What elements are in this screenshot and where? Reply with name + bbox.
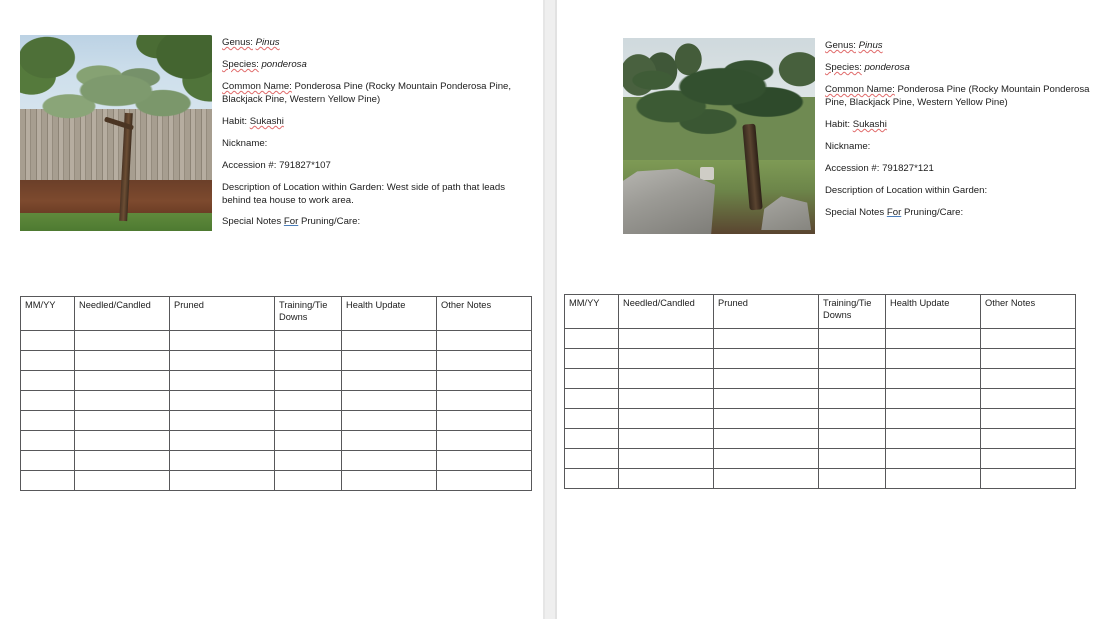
species-label: Species: — [825, 61, 862, 73]
cell-pruned[interactable] — [170, 391, 275, 411]
genus-line — [825, 40, 1093, 53]
cell-mmyy[interactable] — [21, 431, 75, 451]
cell-training[interactable] — [275, 431, 342, 451]
column-header-other[interactable]: Other Notes — [981, 295, 1076, 329]
cell-training[interactable] — [819, 329, 886, 349]
location-value: West side of path that leads behind tea house to work area. — [222, 181, 506, 206]
column-header-mmyy[interactable]: MM/YY — [565, 295, 619, 329]
cell-pruned[interactable] — [170, 351, 275, 371]
cell-pruned[interactable] — [170, 431, 275, 451]
cell-pruned[interactable] — [714, 449, 819, 469]
accession-label: Accession #: — [825, 162, 880, 174]
cell-training[interactable] — [819, 409, 886, 429]
table-row[interactable] — [565, 409, 1076, 429]
cell-other[interactable] — [437, 451, 532, 471]
table-row[interactable] — [565, 449, 1076, 469]
table-row[interactable] — [21, 331, 532, 351]
cell-mmyy[interactable] — [21, 351, 75, 371]
cell-health[interactable] — [886, 409, 981, 429]
cell-pruned[interactable] — [170, 471, 275, 491]
cell-health[interactable] — [886, 429, 981, 449]
cell-health[interactable] — [342, 471, 437, 491]
column-header-other[interactable]: Other Notes — [437, 297, 532, 331]
accession-label: Accession #: — [222, 159, 277, 171]
cell-needled[interactable] — [619, 409, 714, 429]
table-row[interactable] — [565, 349, 1076, 369]
cell-needled[interactable] — [619, 349, 714, 369]
cell-health[interactable] — [342, 371, 437, 391]
cell-training[interactable] — [275, 331, 342, 351]
cell-mmyy[interactable] — [21, 471, 75, 491]
table-header-row — [21, 297, 532, 331]
nickname-line — [222, 138, 520, 151]
cell-health[interactable] — [342, 331, 437, 351]
column-header-health[interactable]: Health Update — [886, 295, 981, 329]
cell-pruned[interactable] — [714, 389, 819, 409]
habit-label: Habit: — [222, 115, 248, 127]
photo-pine-canopy — [627, 54, 811, 164]
cell-other[interactable] — [437, 351, 532, 371]
nickname-label: Nickname: — [222, 137, 268, 149]
table-row[interactable] — [565, 389, 1076, 409]
common-name-value: Ponderosa Pine (Rocky Mountain Ponderosa Pine, Blackjack Pine, Western Yellow Pine) — [222, 80, 512, 105]
cell-needled[interactable] — [619, 469, 714, 489]
cell-needled[interactable] — [75, 471, 170, 491]
cell-needled[interactable] — [75, 351, 170, 371]
cell-mmyy[interactable] — [565, 449, 619, 469]
cell-health[interactable] — [886, 329, 981, 349]
genus-value: Pinus — [858, 40, 883, 51]
cell-pruned[interactable] — [714, 429, 819, 449]
habit-value: Sukashi — [249, 115, 284, 127]
cell-mmyy[interactable] — [565, 429, 619, 449]
maintenance-log-table[interactable] — [564, 294, 1076, 489]
location-label: Description of Location within Garden: — [825, 184, 988, 196]
tree-photo — [20, 35, 212, 231]
cell-needled[interactable] — [75, 411, 170, 431]
table-header-row — [565, 295, 1076, 329]
cell-mmyy[interactable] — [21, 411, 75, 431]
cell-training[interactable] — [275, 471, 342, 491]
common-name-label: Common Name: — [222, 80, 292, 92]
cell-other[interactable] — [981, 329, 1076, 349]
cell-mmyy[interactable] — [565, 409, 619, 429]
cell-needled[interactable] — [75, 371, 170, 391]
table-row[interactable] — [21, 351, 532, 371]
special-notes-label-c: Pruning/Care: — [903, 206, 964, 218]
accession-value: 791827*121 — [882, 162, 934, 174]
cell-needled[interactable] — [75, 451, 170, 471]
habit-value: Sukashi — [852, 118, 887, 130]
cell-pruned[interactable] — [714, 329, 819, 349]
column-header-training[interactable]: Training/Tie Downs — [819, 295, 886, 329]
cell-training[interactable] — [819, 469, 886, 489]
genus-label: Genus: — [825, 40, 856, 51]
record-header-right — [623, 38, 1093, 234]
species-line — [825, 62, 1093, 75]
cell-needled[interactable] — [619, 369, 714, 389]
table-row[interactable] — [21, 451, 532, 471]
cell-health[interactable] — [342, 431, 437, 451]
cell-health[interactable] — [886, 449, 981, 469]
cell-other[interactable] — [981, 449, 1076, 469]
page-divider — [541, 0, 559, 619]
cell-pruned[interactable] — [714, 409, 819, 429]
table-row[interactable] — [21, 471, 532, 491]
cell-training[interactable] — [819, 449, 886, 469]
cell-health[interactable] — [342, 391, 437, 411]
cell-other[interactable] — [437, 471, 532, 491]
photo-stone-lantern — [700, 167, 714, 180]
cell-health[interactable] — [886, 349, 981, 369]
genus-label: Genus: — [222, 37, 253, 48]
cell-needled[interactable] — [75, 331, 170, 351]
cell-health[interactable] — [342, 351, 437, 371]
document-page-left — [0, 0, 541, 619]
cell-training[interactable] — [275, 351, 342, 371]
cell-pruned[interactable] — [170, 451, 275, 471]
cell-training[interactable] — [275, 411, 342, 431]
species-value: ponderosa — [864, 61, 910, 73]
cell-health[interactable] — [886, 389, 981, 409]
special-notes-label-a: Special Notes — [825, 206, 885, 218]
cell-other[interactable] — [437, 391, 532, 411]
table-row[interactable] — [21, 411, 532, 431]
cell-mmyy[interactable] — [565, 469, 619, 489]
table-row[interactable] — [565, 329, 1076, 349]
record-metadata — [212, 35, 520, 238]
cell-other[interactable] — [437, 331, 532, 351]
photo-pine-canopy — [32, 62, 201, 140]
cell-pruned[interactable] — [714, 469, 819, 489]
accession-value: 791827*107 — [279, 159, 331, 171]
column-header-pruned[interactable]: Pruned — [170, 297, 275, 331]
cell-other[interactable] — [437, 371, 532, 391]
table-row[interactable] — [565, 369, 1076, 389]
cell-other[interactable] — [981, 389, 1076, 409]
cell-mmyy[interactable] — [565, 389, 619, 409]
location-line — [825, 185, 1093, 198]
photo-mulch-bed — [20, 180, 212, 215]
cell-training[interactable] — [275, 451, 342, 471]
special-notes-label-c: Pruning/Care: — [300, 216, 361, 228]
table-row[interactable] — [21, 371, 532, 391]
special-notes-line — [222, 216, 520, 229]
accession-line — [222, 160, 520, 173]
column-header-needled[interactable]: Needled/Candled — [75, 297, 170, 331]
cell-mmyy[interactable] — [21, 331, 75, 351]
cell-other[interactable] — [981, 349, 1076, 369]
cell-other[interactable] — [981, 409, 1076, 429]
cell-training[interactable] — [275, 391, 342, 411]
document-page-right — [559, 0, 1100, 619]
column-header-training[interactable]: Training/Tie Downs — [275, 297, 342, 331]
genus-value: Pinus — [255, 37, 280, 48]
location-line — [222, 182, 520, 208]
location-label: Description of Location within Garden: — [222, 181, 385, 193]
cell-mmyy[interactable] — [565, 329, 619, 349]
cell-pruned[interactable] — [170, 331, 275, 351]
special-notes-line — [825, 207, 1093, 220]
genus-line — [222, 37, 520, 50]
table-row[interactable] — [21, 391, 532, 411]
record-metadata — [815, 38, 1093, 228]
table-row[interactable] — [21, 431, 532, 451]
cell-needled[interactable] — [619, 449, 714, 469]
cell-mmyy[interactable] — [21, 451, 75, 471]
cell-needled[interactable] — [619, 429, 714, 449]
cell-training[interactable] — [819, 389, 886, 409]
species-value: ponderosa — [261, 58, 307, 70]
cell-other[interactable] — [981, 429, 1076, 449]
table-row[interactable] — [565, 429, 1076, 449]
special-notes-label-for: For — [886, 206, 902, 218]
photo-grass — [20, 213, 212, 231]
tree-photo — [623, 38, 815, 234]
cell-health[interactable] — [342, 451, 437, 471]
column-header-pruned[interactable]: Pruned — [714, 295, 819, 329]
special-notes-label-for: For — [283, 216, 299, 228]
cell-other[interactable] — [981, 369, 1076, 389]
special-notes-label-a: Special Notes — [222, 216, 282, 228]
table-row[interactable] — [565, 469, 1076, 489]
record-header-left — [20, 35, 520, 238]
cell-pruned[interactable] — [170, 371, 275, 391]
habit-line — [825, 119, 1093, 132]
maintenance-log-table[interactable] — [20, 296, 532, 491]
cell-needled[interactable] — [619, 389, 714, 409]
common-name-label: Common Name: — [825, 83, 895, 95]
cell-pruned[interactable] — [170, 411, 275, 431]
cell-training[interactable] — [819, 369, 886, 389]
column-header-mmyy[interactable]: MM/YY — [21, 297, 75, 331]
common-name-line — [825, 84, 1093, 110]
cell-training[interactable] — [275, 371, 342, 391]
habit-line — [222, 116, 520, 129]
cell-mmyy[interactable] — [21, 371, 75, 391]
accession-line — [825, 163, 1093, 176]
nickname-line — [825, 141, 1093, 154]
cell-mmyy[interactable] — [21, 391, 75, 411]
cell-pruned[interactable] — [714, 369, 819, 389]
cell-mmyy[interactable] — [565, 369, 619, 389]
cell-mmyy[interactable] — [565, 349, 619, 369]
cell-needled[interactable] — [619, 329, 714, 349]
habit-label: Habit: — [825, 118, 851, 130]
species-line — [222, 59, 520, 72]
table-body — [565, 329, 1076, 489]
cell-health[interactable] — [886, 369, 981, 389]
table-body — [21, 331, 532, 491]
cell-other[interactable] — [437, 411, 532, 431]
species-label: Species: — [222, 58, 259, 70]
cell-health[interactable] — [342, 411, 437, 431]
cell-needled[interactable] — [75, 431, 170, 451]
nickname-label: Nickname: — [825, 140, 871, 152]
cell-other[interactable] — [981, 469, 1076, 489]
column-header-needled[interactable]: Needled/Candled — [619, 295, 714, 329]
cell-health[interactable] — [886, 469, 981, 489]
cell-training[interactable] — [819, 349, 886, 369]
cell-other[interactable] — [437, 431, 532, 451]
column-header-health[interactable]: Health Update — [342, 297, 437, 331]
cell-needled[interactable] — [75, 391, 170, 411]
cell-training[interactable] — [819, 429, 886, 449]
cell-pruned[interactable] — [714, 349, 819, 369]
common-name-line — [222, 81, 520, 107]
common-name-value: Ponderosa Pine (Rocky Mountain Ponderosa Pine, Blackjack Pine, Western Yellow Pine) — [825, 83, 1090, 108]
